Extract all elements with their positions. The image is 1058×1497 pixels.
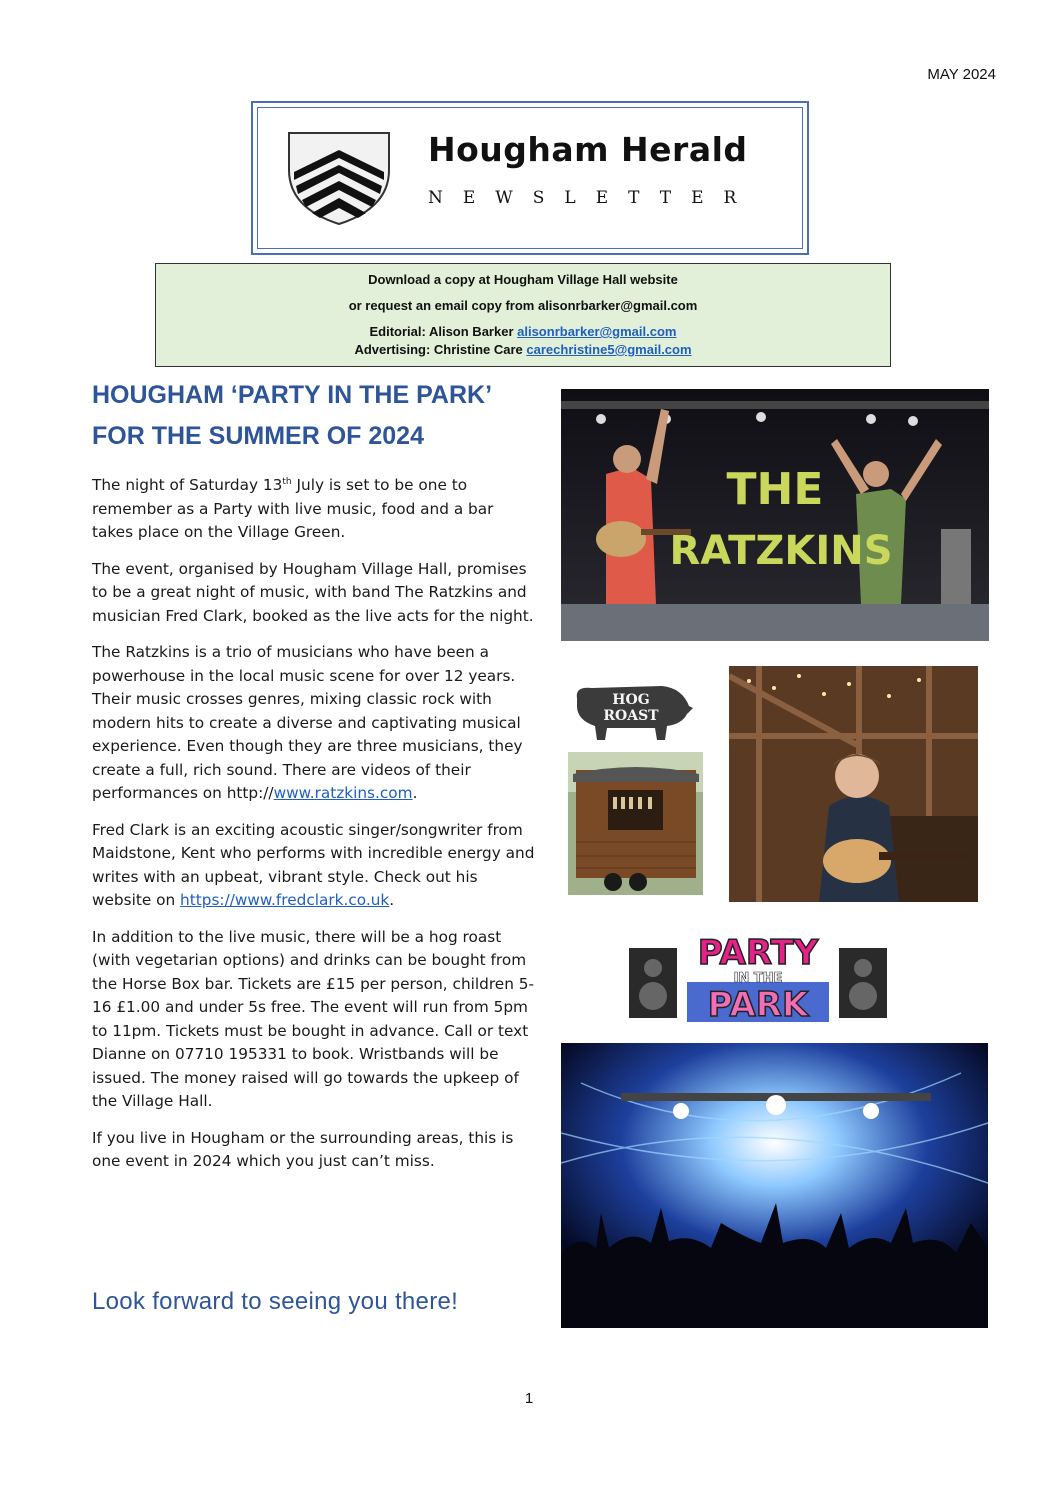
party-in-the-park-logo [627, 930, 889, 1022]
fredclark-website-link[interactable]: https://www.fredclark.co.uk [180, 891, 390, 910]
paragraph-tickets: In addition to the live music, there will be a hog roast (with vegetarian options) and drinks can be bought from the Horse Box bar. Tickets are £15 per person, children 5-16 £1.00 and under 5s free. The event will run from 5pm to 11pm. Tickets must be bought in advance. Call or text Dianne on 07710 195331 to book. Wristbands will be issued. The money raised will go towards the upkeep of the Village Hall. [92, 927, 535, 1111]
date-ordinal: th [282, 477, 292, 487]
advertising-label: Advertising: Christine Care [354, 342, 523, 357]
concert-crowd-photo [561, 1043, 988, 1328]
email-request-info: or request an email copy from alisonrbarker@gmail.com [348, 298, 698, 313]
article-body [92, 471, 537, 1187]
article-headline [92, 375, 542, 457]
paragraph-date: The night of Saturday 13th July is set to be one to remember as a Party with live music, food and a bar takes place on the Village Green. [92, 476, 494, 542]
hog-roast-logo [567, 678, 697, 744]
page-number: 1 [524, 1390, 534, 1407]
hog-text-line1: HOG [612, 692, 650, 708]
ratzkins-website-link[interactable]: www.ratzkins.com [273, 784, 413, 803]
issue-date: MAY 2024 [927, 66, 996, 83]
horse-box-bar-photo [568, 752, 703, 895]
party-text-line1: PARTY [697, 933, 819, 973]
masthead-inner-border [257, 107, 803, 249]
headline-line-2: FOR THE SUMMER OF 2024 [92, 422, 424, 450]
paragraph-ratzkins: The Ratzkins is a trio of musicians who have been a powerhouse in the local music scene for over 12 years. Their music crosses genres, mixing classic rock with modern hits to create a diverse and captivating musical experience. Even though they are three musicians, they create a full, rich sound. There are videos of their performances on http://www.ratzkins.com. [92, 643, 523, 803]
paragraph-closing: If you live in Hougham or the surrounding areas, this is one event in 2024 which you just can’t miss. [92, 1128, 514, 1171]
paragraph-event: The event, organised by Hougham Village Hall, promises to be a great night of music, with band The Ratzkins and musician Fred Clark, booked as the live acts for the night. [92, 559, 534, 625]
editorial-contact [156, 324, 890, 339]
editorial-label: Editorial: Alison Barker [369, 324, 514, 339]
band-photo [561, 389, 989, 641]
download-info: Download a copy at Hougham Village Hall website [368, 272, 678, 287]
band-text-ratzkins: RATZKINS [669, 528, 893, 574]
paragraph-fred-clark: Fred Clark is an exciting acoustic singer/songwriter from Maidstone, Kent who performs with incredible energy and writes with an upbeat, vibrant style. Check out his website on https://www.fredclark.co.uk. [92, 820, 535, 910]
editorial-email-link[interactable]: alisonrbarker@gmail.com [517, 324, 677, 339]
party-text-line3: PARK [707, 985, 809, 1022]
headline-line-1: HOUGHAM ‘PARTY IN THE PARK’ [92, 381, 493, 409]
shield-logo-icon [286, 130, 392, 226]
party-text-line2: IN THE [733, 971, 783, 986]
newsletter-subtitle: NEWSLETTER [428, 188, 757, 208]
advertising-contact [156, 342, 890, 357]
newsletter-title: Hougham Herald [428, 130, 748, 169]
closing-line: Look forward to seeing you there! [92, 1288, 459, 1315]
masthead [251, 101, 809, 255]
hog-text-line2: ROAST [603, 708, 659, 724]
advertising-email-link[interactable]: carechristine5@gmail.com [526, 342, 692, 357]
fred-clark-photo [729, 666, 978, 902]
band-text-the: THE [726, 464, 824, 515]
info-box [155, 263, 891, 367]
